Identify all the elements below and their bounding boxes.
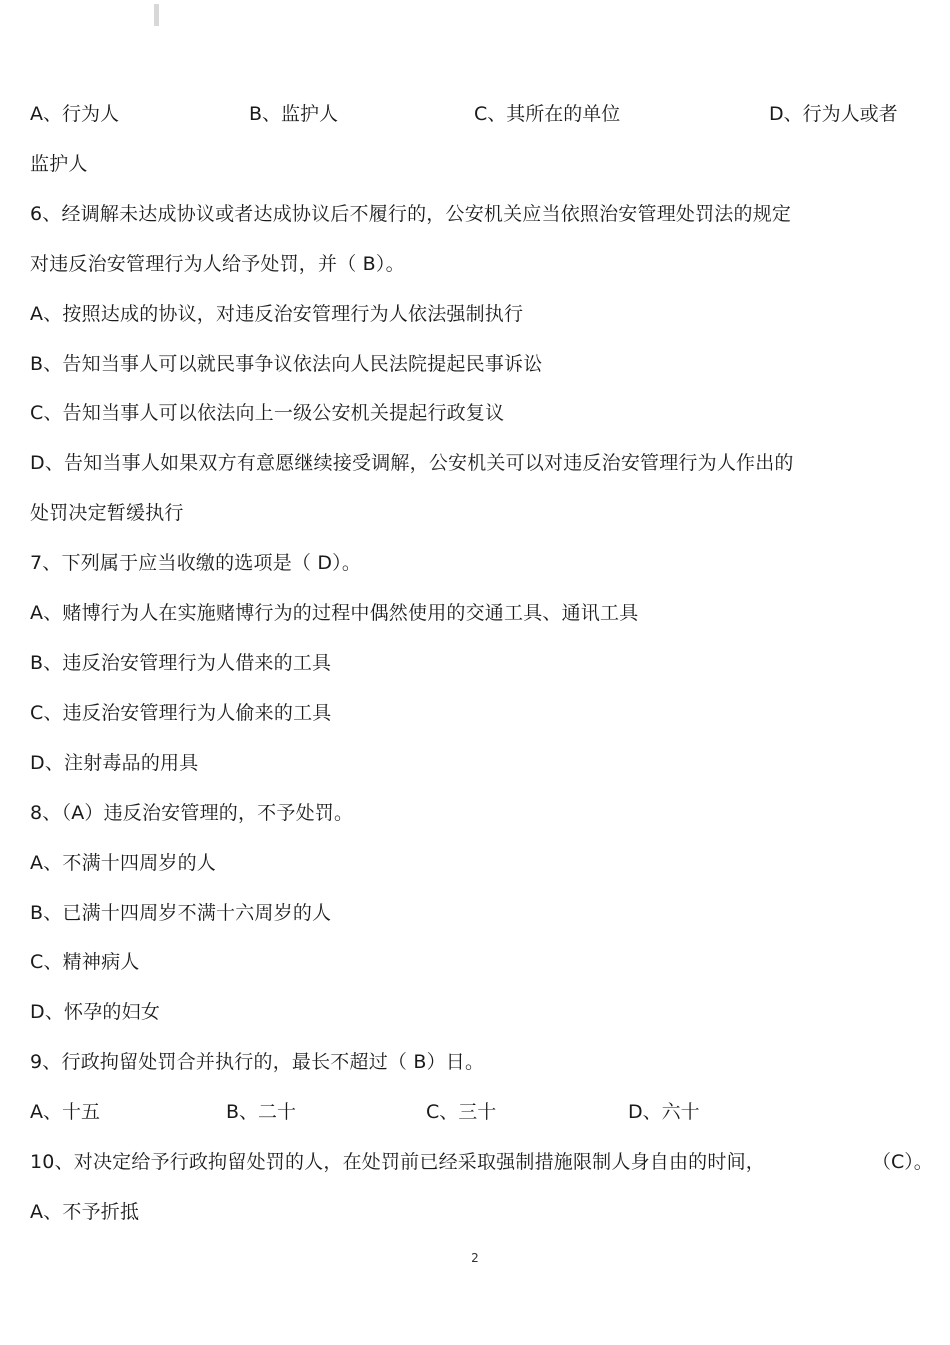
q8-option-a: A、不满十四周岁的人 xyxy=(30,852,216,874)
q9-option-c: C、三十 xyxy=(426,1101,497,1123)
q7-option-a: A、赌博行为人在实施赌博行为的过程中偶然使用的交通工具、通讯工具 xyxy=(30,602,639,624)
q10-option-a: A、不予折抵 xyxy=(30,1201,140,1223)
q8-stem: 8、（A）违反治安管理的，不予处罚。 xyxy=(30,802,354,824)
page-number: 2 xyxy=(471,1251,479,1265)
q9-option-d: D、六十 xyxy=(628,1101,700,1123)
q6-option-d-line-2: 处罚决定暂缓执行 xyxy=(30,502,184,524)
q6-stem-line-1: 6、经调解未达成协议或者达成协议后不履行的，公安机关应当依照治安管理处罚法的规定 xyxy=(30,203,792,225)
scan-artifact xyxy=(154,4,159,26)
q10-answer: （C）。 xyxy=(872,1151,933,1173)
q9-option-a: A、十五 xyxy=(30,1101,100,1123)
q6-stem-line-2: 对违反治安管理行为人给予处罚，并（ B）。 xyxy=(30,253,405,275)
q7-option-c: C、违反治安管理行为人偷来的工具 xyxy=(30,702,332,724)
q6-option-d-line-1: D、告知当事人如果双方有意愿继续接受调解，公安机关可以对违反治安管理行为人作出的 xyxy=(30,452,794,474)
q10-stem: 10、对决定给予行政拘留处罚的人，在处罚前已经采取强制措施限制人身自由的时间， xyxy=(30,1151,765,1173)
q5-option-c: C、其所在的单位 xyxy=(474,103,621,125)
q9-stem: 9、行政拘留处罚合并执行的，最长不超过（ B）日。 xyxy=(30,1051,485,1073)
q6-option-c: C、告知当事人可以依法向上一级公安机关提起行政复议 xyxy=(30,402,505,424)
q7-option-b: B、违反治安管理行为人借来的工具 xyxy=(30,652,332,674)
q5-option-d-continued: 监护人 xyxy=(30,153,88,175)
q5-option-d: D、行为人或者 xyxy=(769,103,898,125)
q9-option-b: B、二十 xyxy=(226,1101,297,1123)
q8-option-b: B、已满十四周岁不满十六周岁的人 xyxy=(30,902,332,924)
q6-option-a: A、按照达成的协议，对违反治安管理行为人依法强制执行 xyxy=(30,303,524,325)
q5-option-a: A、行为人 xyxy=(30,103,119,125)
q5-option-b: B、监护人 xyxy=(249,103,339,125)
q7-stem: 7、下列属于应当收缴的选项是（ D）。 xyxy=(30,552,362,574)
q6-option-b: B、告知当事人可以就民事争议依法向人民法院提起民事诉讼 xyxy=(30,353,543,375)
q8-option-c: C、精神病人 xyxy=(30,951,140,973)
q7-option-d: D、注射毒品的用具 xyxy=(30,752,199,774)
q8-option-d: D、怀孕的妇女 xyxy=(30,1001,161,1023)
